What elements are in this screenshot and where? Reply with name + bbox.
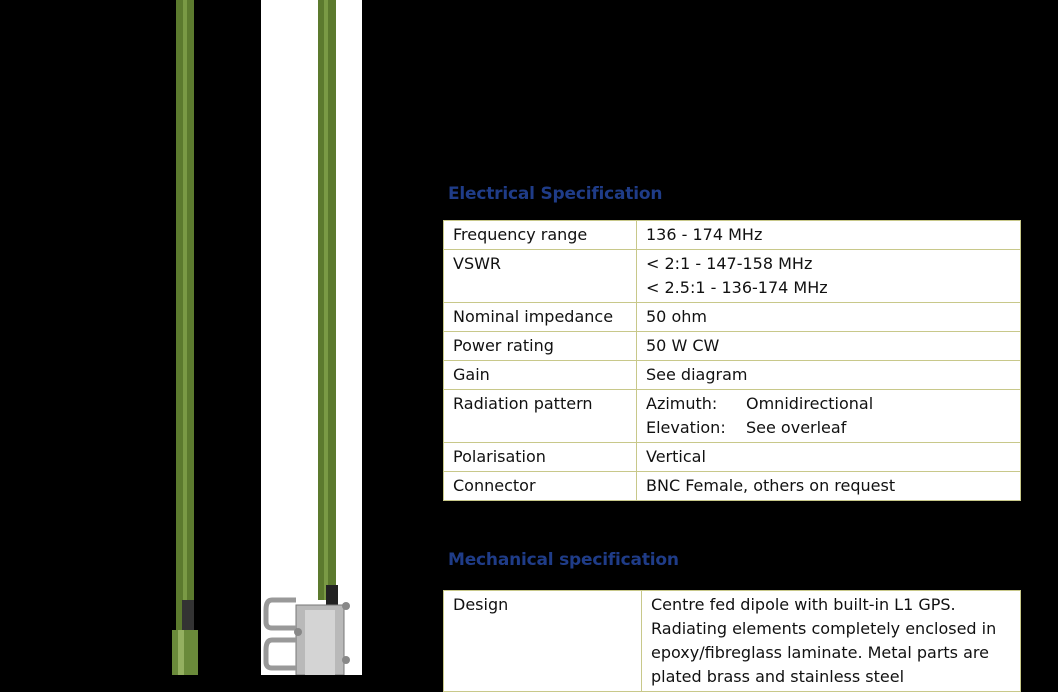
design-line: Centre fed dipole with built-in L1 GPS.	[651, 595, 956, 614]
table-row	[444, 472, 1021, 501]
table-row	[444, 250, 1021, 303]
electrical-spec-table	[443, 220, 1021, 501]
vswr-line-2: < 2.5:1 - 136-174 MHz	[646, 278, 828, 297]
row-value	[637, 250, 1021, 303]
design-line: Radiating elements completely enclosed in	[651, 619, 997, 638]
mechanical-spec-heading: Mechanical specification	[448, 550, 679, 570]
electrical-spec-heading: Electrical Specification	[448, 184, 663, 204]
design-line: epoxy/fibreglass laminate. Metal parts are	[651, 643, 989, 662]
row-label: Radiation pattern	[444, 390, 637, 443]
vswr-line-1: < 2:1 - 147-158 MHz	[646, 254, 813, 273]
table-row	[444, 221, 1021, 250]
row-value	[642, 591, 1021, 692]
elevation-line	[646, 416, 1012, 440]
elevation-label: Elevation:	[646, 418, 726, 437]
row-label: Gain	[444, 361, 637, 390]
table-row	[444, 390, 1021, 443]
row-value: 136 - 174 MHz	[637, 221, 1021, 250]
azimuth-label: Azimuth:	[646, 394, 718, 413]
row-label: Power rating	[444, 332, 637, 361]
row-label: VSWR	[444, 250, 637, 303]
row-value: Vertical	[637, 443, 1021, 472]
row-value: 50 ohm	[637, 303, 1021, 332]
elevation-value: See overleaf	[746, 418, 847, 437]
azimuth-value: Omnidirectional	[746, 394, 874, 413]
table-row	[444, 303, 1021, 332]
row-label: Polarisation	[444, 443, 637, 472]
table-row	[444, 332, 1021, 361]
table-row	[444, 443, 1021, 472]
row-label: Frequency range	[444, 221, 637, 250]
row-label: Nominal impedance	[444, 303, 637, 332]
row-value	[637, 390, 1021, 443]
row-label: Connector	[444, 472, 637, 501]
row-value: BNC Female, others on request	[637, 472, 1021, 501]
row-value: See diagram	[637, 361, 1021, 390]
table-row	[444, 591, 1021, 692]
design-line: plated brass and stainless steel	[651, 667, 905, 686]
table-row	[444, 361, 1021, 390]
antenna-product-image	[0, 0, 362, 675]
row-value: 50 W CW	[637, 332, 1021, 361]
azimuth-line	[646, 392, 1012, 416]
mechanical-spec-table	[443, 590, 1021, 692]
row-label: Design	[444, 591, 642, 692]
